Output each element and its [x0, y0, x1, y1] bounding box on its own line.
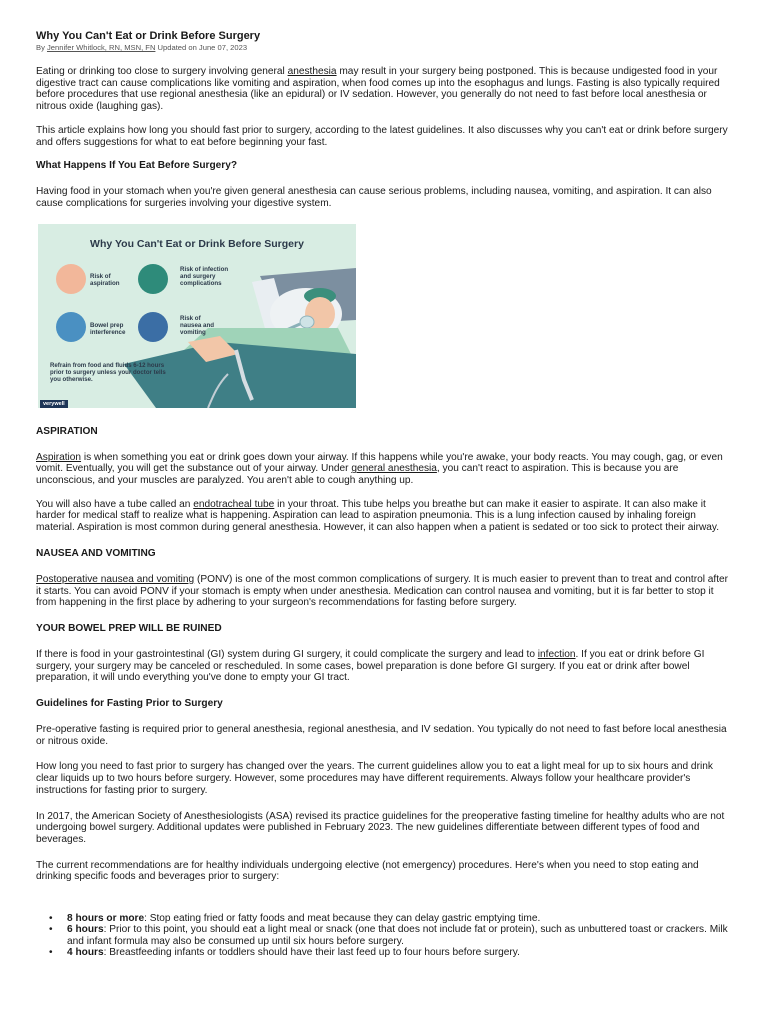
bowel-text: If there is food in your gastrointestinal (GI) system during GI surgery, it could complicate the surgery and lead to: [36, 648, 538, 660]
bullet: •: [49, 913, 53, 925]
nausea-icon: [138, 312, 168, 342]
what-happens-paragraph: Having food in your stomach when you're given general anesthesia can cause serious problems, including nausea, vomiting, and aspiration. It can also cause complications for surgeries involving your digestive system.: [36, 186, 712, 209]
nausea-paragraph: [36, 574, 732, 609]
aspiration-text: in your throat. This tube helps you breathe but can make it easier to aspirate. It can also make it harder for medical staff to realize what is happening. Aspiration can lead to aspiration pneumonia. This is a lung infection caused by inhaling foreign material. Aspiration is most common during general anesthesia. However, it can also happen when a patient is sedated or too sick to protect their airway.: [36, 498, 720, 534]
aspiration-text: , you can't react to aspiration. This is because you are unconscious, and your muscles are paralyzed. You aren't able to cough anything up.: [36, 463, 679, 487]
infographic-title: Why You Can't Eat or Drink Before Surgery: [90, 237, 304, 250]
label-bowel: Bowel prep interference: [90, 321, 126, 336]
list-item-label: 4 hours: [67, 946, 104, 958]
intro-text: Eating or drinking too close to surgery involving general: [36, 66, 288, 77]
nausea-text: (PONV) is one of the most common complications of surgery. It is much easier to prevent than to treat and control after it starts. You can avoid PONV if your stomach is empty when under anesthesia. Medication can control nausea and vomiting, but it is far better to stop it from happening in the first place by adhering to your surgeon's recommendations for fasting before surgery.: [36, 573, 729, 609]
list-item-text: : Stop eating fried or fatty foods and meat because they can delay gastric emptying time.: [144, 913, 541, 925]
aspiration-text: You will also have a tube called an: [36, 498, 194, 510]
heading-nausea: NAUSEA AND VOMITING: [36, 547, 156, 559]
label-nausea: Risk of nausea and vomiting: [180, 314, 215, 336]
guidelines-paragraph-1: Pre-operative fasting is required prior to general anesthesia, regional anesthesia, and IV sedation. You typically do not need to fast before local anesthesia or nitrous oxide.: [36, 724, 727, 747]
updated-date: Updated on June 07, 2023: [155, 43, 248, 52]
fasting-list: [36, 913, 732, 958]
list-item: [36, 913, 732, 924]
aspiration-paragraph-1: [36, 452, 732, 487]
guidelines-paragraph-3: In 2017, the American Society of Anesthesiologists (ASA) revised its practice guidelines for the preoperative fasting timeline for healthy adults who are not undergoing bowel surgery. Additional updates were published in February 2023. The new guidelines differentiate between different types of food and beverages.: [36, 810, 725, 845]
refrain-text: Refrain from food and fluids 6-12 hours prior to surgery unless your doctor tells you otherwise.: [50, 361, 166, 384]
intro-paragraph-2: This article explains how long you should fast prior to surgery, according to the latest guidelines. It also discusses why you can't eat or drink before surgery and offers suggestions for what to eat before beginning your fast.: [36, 124, 728, 148]
article-title: Why You Can't Eat or Drink Before Surgery: [36, 30, 261, 42]
infection-link[interactable]: infection: [537, 648, 576, 660]
intro-paragraph-1: [36, 66, 732, 113]
list-item: [36, 924, 732, 947]
infection-icon: [138, 264, 168, 294]
intro-text: may result in your surgery being postponed. This is because undigested food in your digestive tract can cause complications like vomiting and aspiration, when food comes up into the esophagus and lungs. Fasting is also typically required before procedures that use regional anesthesia (like an epidural) or IV sedation. However, you generally do not need to fast before local anesthesia or nitrous oxide (laughing gas).: [36, 66, 720, 113]
heading-what-happens: What Happens If You Eat Before Surgery?: [36, 160, 238, 172]
ponv-link[interactable]: Postoperative nausea and vomiting: [36, 573, 195, 585]
aspiration-icon: [56, 264, 86, 294]
infographic: [38, 224, 356, 408]
heading-guidelines: Guidelines for Fasting Prior to Surgery: [36, 698, 223, 710]
guidelines-paragraph-4: The current recommendations are for healthy individuals undergoing elective (not emergency) procedures. Here's when you need to stop eating and drinking specific foods and beverages prior to surgery:: [36, 859, 699, 883]
aspiration-paragraph-2: [36, 499, 732, 534]
list-item-text: : Breastfeeding infants or toddlers should have their last feed up to four hours before surgery.: [103, 946, 520, 958]
list-item-label: 6 hours: [67, 924, 104, 936]
aspiration-text: is when something you eat or drink goes down your airway. If this happens while you're awake, your body reacts. You may cough, gag, or even vomit. Eventually, you will get the substance out of your airway. Under: [36, 451, 723, 475]
author-link[interactable]: Jennifer Whitlock, RN, MSN, FN: [46, 43, 156, 52]
article-content: [36, 30, 732, 958]
list-item: [36, 947, 732, 958]
list-item-text: : Prior to this point, you should eat a light meal or snack (one that does not include fat or protein), such as unbuttered toast or crackers. Milk and infant formula may also be consumed up until six hours before surgery.: [67, 924, 728, 947]
heading-aspiration: ASPIRATION: [36, 425, 98, 437]
label-infection: Risk of infection and surgery complications: [180, 265, 229, 287]
bowel-text: . If you eat or drink before GI surgery, your surgery may be canceled or rescheduled. In some cases, bowel preparation is done before GI surgery. If you eat or drink after bowel preparation, it will undo everything you've done to empty your GI tract.: [36, 648, 705, 684]
guidelines-paragraph-2: How long you need to fast prior to surgery has changed over the years. The current guidelines allow you to eat a light meal for up to six hours and drink clear liquids up to two hours before surgery. However, some procedures may have different requirements. Always follow your healthcare provider's instructions for fasting prior to surgery.: [36, 761, 713, 796]
anesthesia-link[interactable]: anesthesia: [287, 66, 337, 77]
bowel-icon: [56, 312, 86, 342]
bullet: •: [49, 924, 53, 936]
byline-prefix: By: [36, 43, 47, 52]
bowel-paragraph: [36, 649, 732, 684]
aspiration-link[interactable]: Aspiration: [36, 451, 82, 463]
list-item-label: 8 hours or more: [67, 913, 145, 925]
endotracheal-tube-link[interactable]: endotracheal tube: [193, 498, 275, 510]
bullet: •: [49, 946, 53, 958]
verywell-logo: verywell: [40, 400, 68, 408]
label-aspiration: Risk of aspiration: [90, 272, 120, 287]
heading-bowel-prep: YOUR BOWEL PREP WILL BE RUINED: [36, 622, 222, 634]
general-anesthesia-link[interactable]: general anesthesia: [351, 463, 437, 475]
byline: [36, 43, 732, 53]
